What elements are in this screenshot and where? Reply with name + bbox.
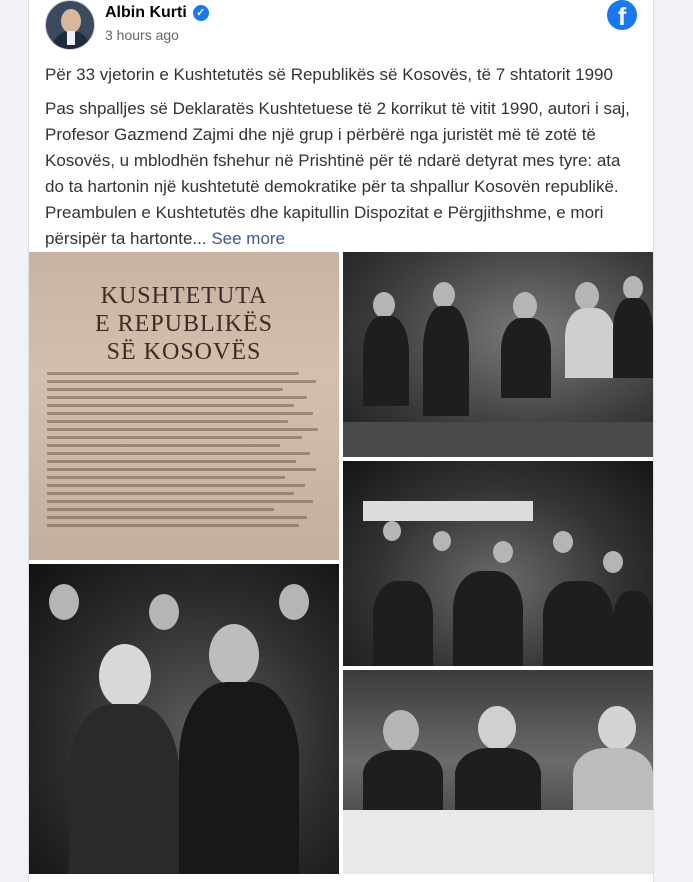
author-name[interactable]: Albin Kurti (105, 4, 187, 21)
verified-badge-icon: ✓ (193, 5, 209, 21)
document-title-line-1: KUSHTETUTA (100, 283, 268, 309)
photo-constitution-document[interactable] (29, 252, 339, 560)
document-title-line-2: E REPUBLIKËS (94, 311, 273, 337)
post-paragraph-2 (45, 96, 641, 252)
post-card (28, 0, 654, 882)
photo-assembly-hall[interactable] (343, 461, 653, 666)
author-row (105, 4, 209, 22)
document-title (29, 282, 339, 366)
facebook-logo-icon: f (607, 0, 637, 30)
avatar[interactable] (45, 0, 95, 50)
photo-presidium-table[interactable] (343, 670, 653, 874)
document-title-line-3: SË KOSOVËS (106, 339, 262, 365)
photo-meeting-group[interactable] (343, 252, 653, 457)
post-timestamp[interactable]: 3 hours ago (105, 27, 179, 43)
avatar-shirt (67, 31, 75, 45)
see-more-link[interactable]: See more (211, 229, 286, 248)
document-text-lines (47, 372, 321, 532)
post-header (45, 0, 637, 52)
post-paragraph-1: Për 33 vjetorin e Kushtetutës së Republikës së Kosovës, të 7 shtatorit 1990 (45, 65, 613, 84)
avatar-face (61, 9, 81, 33)
post-paragraph-2-text: Pas shpalljes së Deklaratës Kushtetuese të 2 korrikut të vitit 1990, autori i saj, Profesor Gazmend Zajmi dhe një grup i përbërë nga juristët më të zotë të Kosovës, u mblodhën fshehur në Prishtinë për të ndarë detyrat mes tyre: ata do ta hartonin një kushtetutë demokratike për ta shpallur Kosovën republikë. Preambulen e Kushtetutës dhe kapitullin Dispozitat e Përgjithshme, e mori përsipër ta hartonte... (45, 99, 630, 248)
post-text (45, 62, 641, 260)
photo-audience[interactable] (29, 564, 339, 874)
